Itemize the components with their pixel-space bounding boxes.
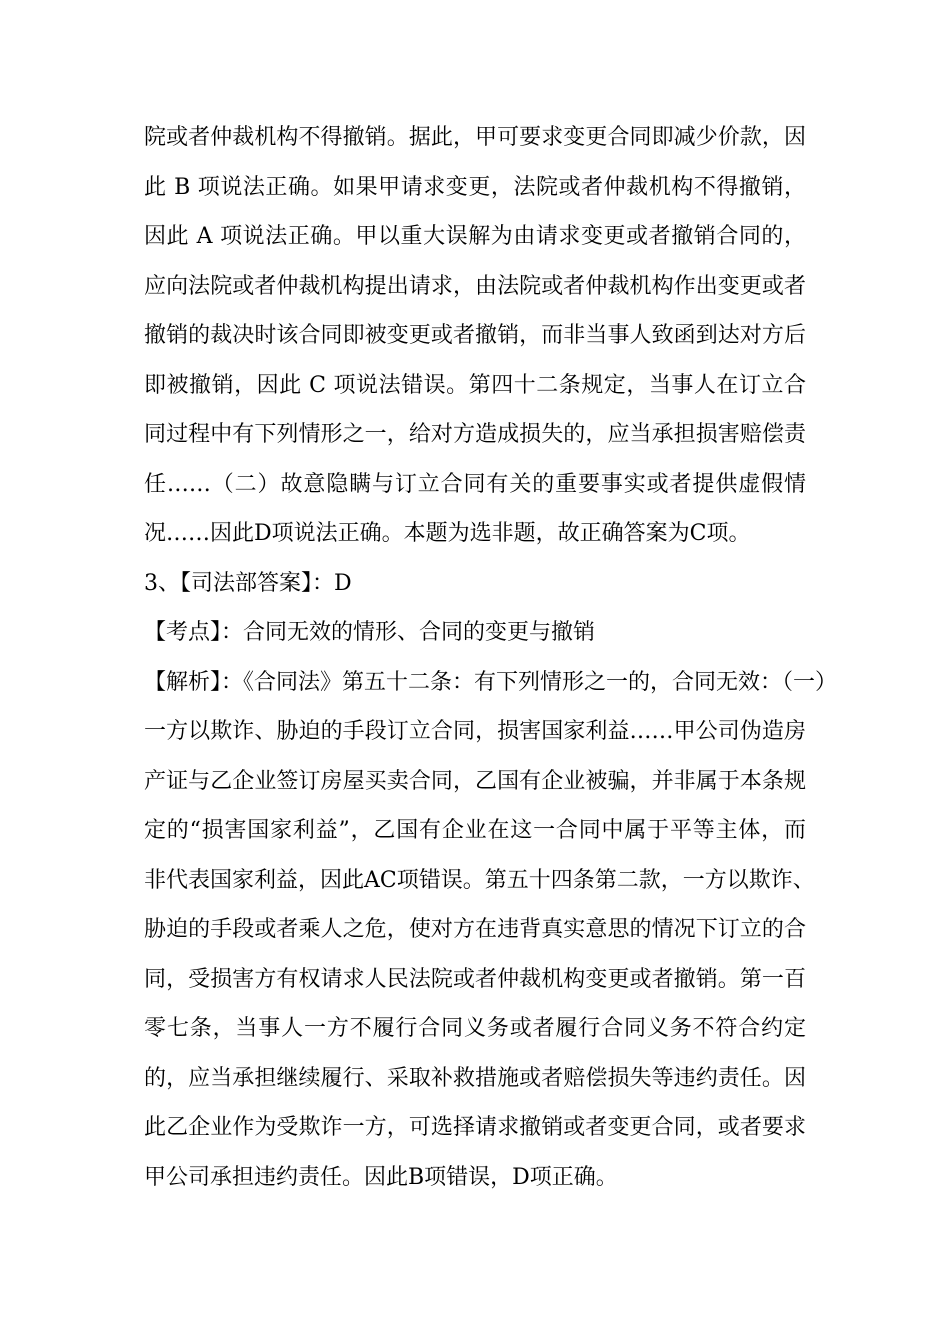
text-line: 零七条，当事人一方不履行合同义务或者履行合同义务不符合约定 [144, 1016, 806, 1041]
text-line: 此 B 项说法正确。如果甲请求变更，法院或者仲裁机构不得撤销， [144, 174, 806, 200]
text-line: 产证与乙企业签订房屋买卖合同，乙国有企业被骗，并非属于本条规 [144, 768, 806, 794]
text-line: 况……因此D项说法正确。本题为选非题，故正确答案为C项。 [144, 521, 751, 546]
text-line: 3、【司法部答案】：D [144, 570, 352, 596]
text-line: 非代表国家利益，因此AC项错误。第五十四条第二款，一方以欺诈、 [144, 867, 815, 893]
document-body [144, 113, 838, 1202]
text-line: 即被撤销，因此 C 项说法错误。第四十二条规定，当事人在订立合 [144, 372, 806, 398]
text-line: 撤销的裁决时该合同即被变更或者撤销，而非当事人致函到达对方后 [144, 323, 806, 348]
text-line: 胁迫的手段或者乘人之危，使对方在违背真实意思的情况下订立的合 [144, 917, 806, 942]
text-line: 因此 A 项说法正确。甲以重大误解为由请求变更或者撤销合同的， [144, 224, 806, 249]
text-line: 【考点】：合同无效的情形、合同的变更与撤销 [144, 620, 596, 645]
text-line: 【解析】：《合同法》第五十二条：有下列情形之一的，合同无效：（一） [144, 669, 838, 695]
text-line: 此乙企业作为受欺诈一方，可选择请求撤销或者变更合同，或者要求 [144, 1115, 806, 1140]
text-line: 任……（二）故意隐瞒与订立合同有关的重要事实或者提供虚假情 [144, 471, 806, 497]
text-line: 同，受损害方有权请求人民法院或者仲裁机构变更或者撤销。第一百 [144, 966, 806, 992]
text-line: 定的“损害国家利益”，乙国有企业在这一合同中属于平等主体，而 [144, 818, 806, 843]
text-line: 院或者仲裁机构不得撤销。据此，甲可要求变更合同即减少价款，因 [144, 125, 806, 150]
text-line: 同过程中有下列情形之一，给对方造成损失的，应当承担损害赔偿责 [144, 422, 806, 447]
text-line: 甲公司承担违约责任。因此B项错误，D项正确。 [144, 1164, 618, 1190]
text-line: 的，应当承担继续履行、采取补救措施或者赔偿损失等违约责任。因 [144, 1065, 806, 1091]
text-line: 应向法院或者仲裁机构提出请求，由法院或者仲裁机构作出变更或者 [144, 273, 806, 299]
text-line: 一方以欺诈、胁迫的手段订立合同，损害国家利益……甲公司伪造房 [144, 719, 806, 744]
